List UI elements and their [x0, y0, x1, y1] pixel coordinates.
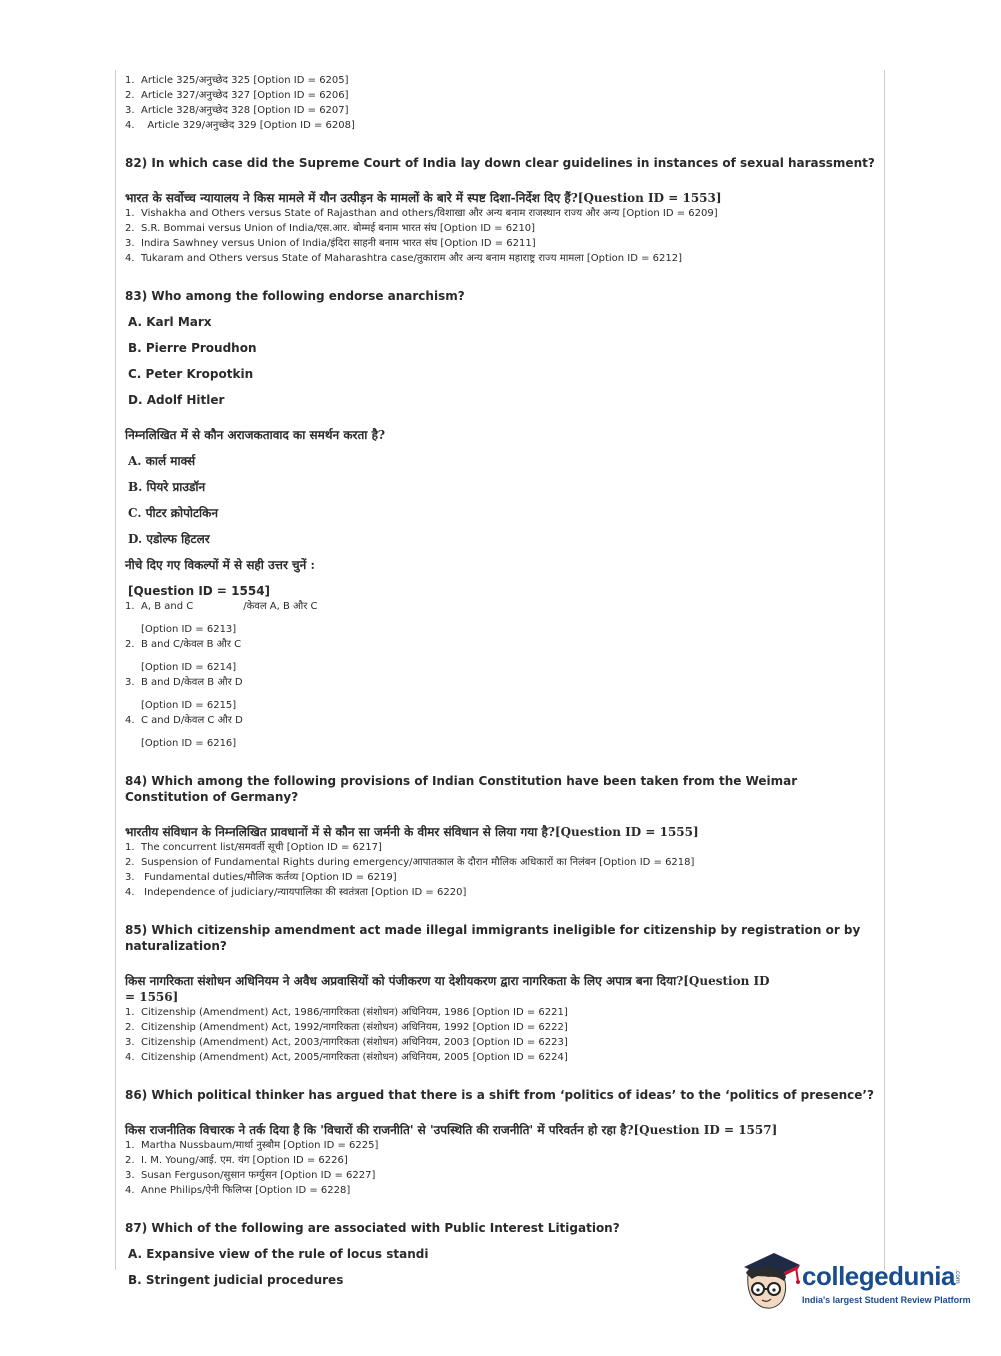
option-item: 2. Citizenship (Amendment) Act, 1992/नागरिकता (संशोधन) अधिनियम, 1992 [Option ID = 6222] [125, 1022, 568, 1033]
logo-tagline: India's largest Student Review Platform [802, 1295, 971, 1305]
instruction-hindi: नीचे दिए गए विकल्पों में से सही उत्तर चुनें : [125, 558, 315, 572]
question-english: 82) In which case did the Supreme Court of India lay down clear guidelines in instances of sexual harassment? [125, 156, 875, 170]
statement-item: B. Pierre Proudhon [128, 341, 257, 355]
option-item: 3. Susan Ferguson/सुसान फर्ग्युसन [Option ID = 6227] [125, 1170, 376, 1181]
question-english: 84) Which among the following provisions of Indian Constitution have been taken from the Weimar Constitution of Germany? [125, 774, 798, 804]
question-hindi: निम्नलिखित में से कौन अराजकतावाद का समर्थन करता है? [125, 428, 385, 442]
option-id: [Option ID = 6216] [141, 738, 237, 749]
option-item: 1. A, B and C /केवल A, B और C [125, 601, 318, 612]
option-item: 4. Citizenship (Amendment) Act, 2005/नागरिकता (संशोधन) अधिनियम, 2005 [Option ID = 6224] [125, 1052, 568, 1063]
question-hindi-continued: = 1556] [125, 990, 179, 1004]
collegedunia-logo [740, 1247, 970, 1317]
question-hindi: किस नागरिकता संशोधन अधिनियम ने अवैध अप्रवासियों को पंजीकरण या देशीयकरण द्वारा नागरिकता के लिए अपात्र बना दिया?[Question ID [125, 974, 770, 988]
right-border [884, 70, 885, 1270]
option-item: 1. The concurrent list/समवर्ती सूची [Option ID = 6217] [125, 842, 382, 853]
option-id: [Option ID = 6215] [141, 700, 237, 711]
mascot-icon [740, 1247, 802, 1313]
option-item: 3. Fundamental duties/मौलिक कर्तव्य [Option ID = 6219] [125, 872, 397, 883]
option-item: 4. Tukaram and Others versus State of Maharashtra case/तुकाराम और अन्य बनाम महाराष्ट्र राज्य मामला [Option ID = 6212] [125, 253, 683, 264]
question-english: 85) Which citizenship amendment act made illegal immigrants ineligible for citizenship by registration or by naturalization? [125, 923, 861, 953]
question-id: [Question ID = 1554] [128, 584, 271, 598]
statement-item: A. Expansive view of the rule of locus standi [128, 1247, 429, 1261]
statement-item: C. Peter Kropotkin [128, 367, 254, 381]
previous-question-options [125, 73, 880, 133]
statement-item: D. Adolf Hitler [128, 393, 225, 407]
question-english: 87) Which of the following are associated with Public Interest Litigation? [125, 1221, 620, 1235]
option-item: 2. Article 327/अनुच्छेद 327 [Option ID = 6206] [125, 90, 349, 101]
question-84 [125, 773, 880, 900]
option-item: 1. Citizenship (Amendment) Act, 1986/नागरिकता (संशोधन) अधिनियम, 1986 [Option ID = 6221] [125, 1007, 568, 1018]
question-86 [125, 1087, 880, 1198]
option-item: 4. Anne Philips/ऐनी फिलिप्स [Option ID = 6228] [125, 1185, 351, 1196]
statement-item: A. Karl Marx [128, 315, 212, 329]
statement-item-hindi: D. एडोल्फ हिटलर [128, 532, 210, 546]
option-item: 1. Vishakha and Others versus State of Rajasthan and others/विशाखा और अन्य बनाम राजस्थान राज्य और अन्य [Option ID = 6209] [125, 208, 718, 219]
question-83 [125, 288, 880, 751]
option-item: 4. C and D/केवल C और D [125, 715, 243, 726]
question-english: 83) Who among the following endorse anarchism? [125, 289, 465, 303]
option-item: 3. Indira Sawhney versus Union of India/इंदिरा साहनी बनाम भारत संघ [Option ID = 6211] [125, 238, 536, 249]
statement-item-hindi: A. कार्ल मार्क्स [128, 454, 196, 468]
left-border [115, 70, 116, 1270]
statement-item-hindi: B. पियरे प्राउडॉन [128, 480, 206, 494]
statement-item-hindi: C. पीटर क्रोपोटकिन [128, 506, 219, 520]
option-item: 3. Citizenship (Amendment) Act, 2003/नागरिकता (संशोधन) अधिनियम, 2003 [Option ID = 6223] [125, 1037, 568, 1048]
logo-wordmark: collegedunia [802, 1261, 955, 1291]
question-82 [125, 155, 880, 266]
option-item: 4. Independence of judiciary/न्यायपालिका की स्वतंत्रता [Option ID = 6220] [125, 887, 467, 898]
question-85 [125, 922, 880, 1065]
option-item: 1. Martha Nussbaum/मार्था नुस्बौम [Option ID = 6225] [125, 1140, 379, 1151]
option-item: 2. I. M. Young/आई. एम. यंग [Option ID = 6226] [125, 1155, 348, 1166]
question-paper-content [125, 73, 880, 1288]
option-item: 2. B and C/केवल B और C [125, 639, 242, 650]
question-hindi: भारतीय संविधान के निम्नलिखित प्रावधानों में से कौन सा जर्मनी के वीमर संविधान से लिया गया है?[Question ID = 1555] [125, 825, 699, 839]
statement-item: B. Stringent judicial procedures [128, 1273, 344, 1287]
option-item: 3. Article 328/अनुच्छेद 328 [Option ID = 6207] [125, 105, 349, 116]
question-english: 86) Which political thinker has argued that there is a shift from ‘politics of ideas’ to the ‘politics of presence’? [125, 1088, 874, 1102]
logo-dotcom: .com [954, 1269, 961, 1284]
question-hindi: किस राजनीतिक विचारक ने तर्क दिया है कि 'विचारों की राजनीति' से 'उपस्थिति की राजनीति' में परिवर्तन हो रहा है?[Question ID = 1557] [125, 1123, 778, 1137]
option-item: 1. Article 325/अनुच्छेद 325 [Option ID = 6205] [125, 75, 349, 86]
option-id: [Option ID = 6214] [141, 662, 237, 673]
option-id: [Option ID = 6213] [141, 624, 237, 635]
option-item: 2. S.R. Bommai versus Union of India/एस.आर. बोम्मई बनाम भारत संघ [Option ID = 6210] [125, 223, 536, 234]
option-item: 3. B and D/केवल B और D [125, 677, 243, 688]
question-hindi: भारत के सर्वोच्च न्यायालय ने किस मामले में यौन उत्पीड़न के मामलों के बारे में स्पष्ट दिशा-निर्देश दिए हैं?[Question ID = 1553] [125, 191, 722, 205]
option-item: 2. Suspension of Fundamental Rights during emergency/आपातकाल के दौरान मौलिक अधिकारों का निलंबन [Option ID = 6218] [125, 857, 695, 868]
option-item: 4. Article 329/अनुच्छेद 329 [Option ID = 6208] [125, 120, 355, 131]
